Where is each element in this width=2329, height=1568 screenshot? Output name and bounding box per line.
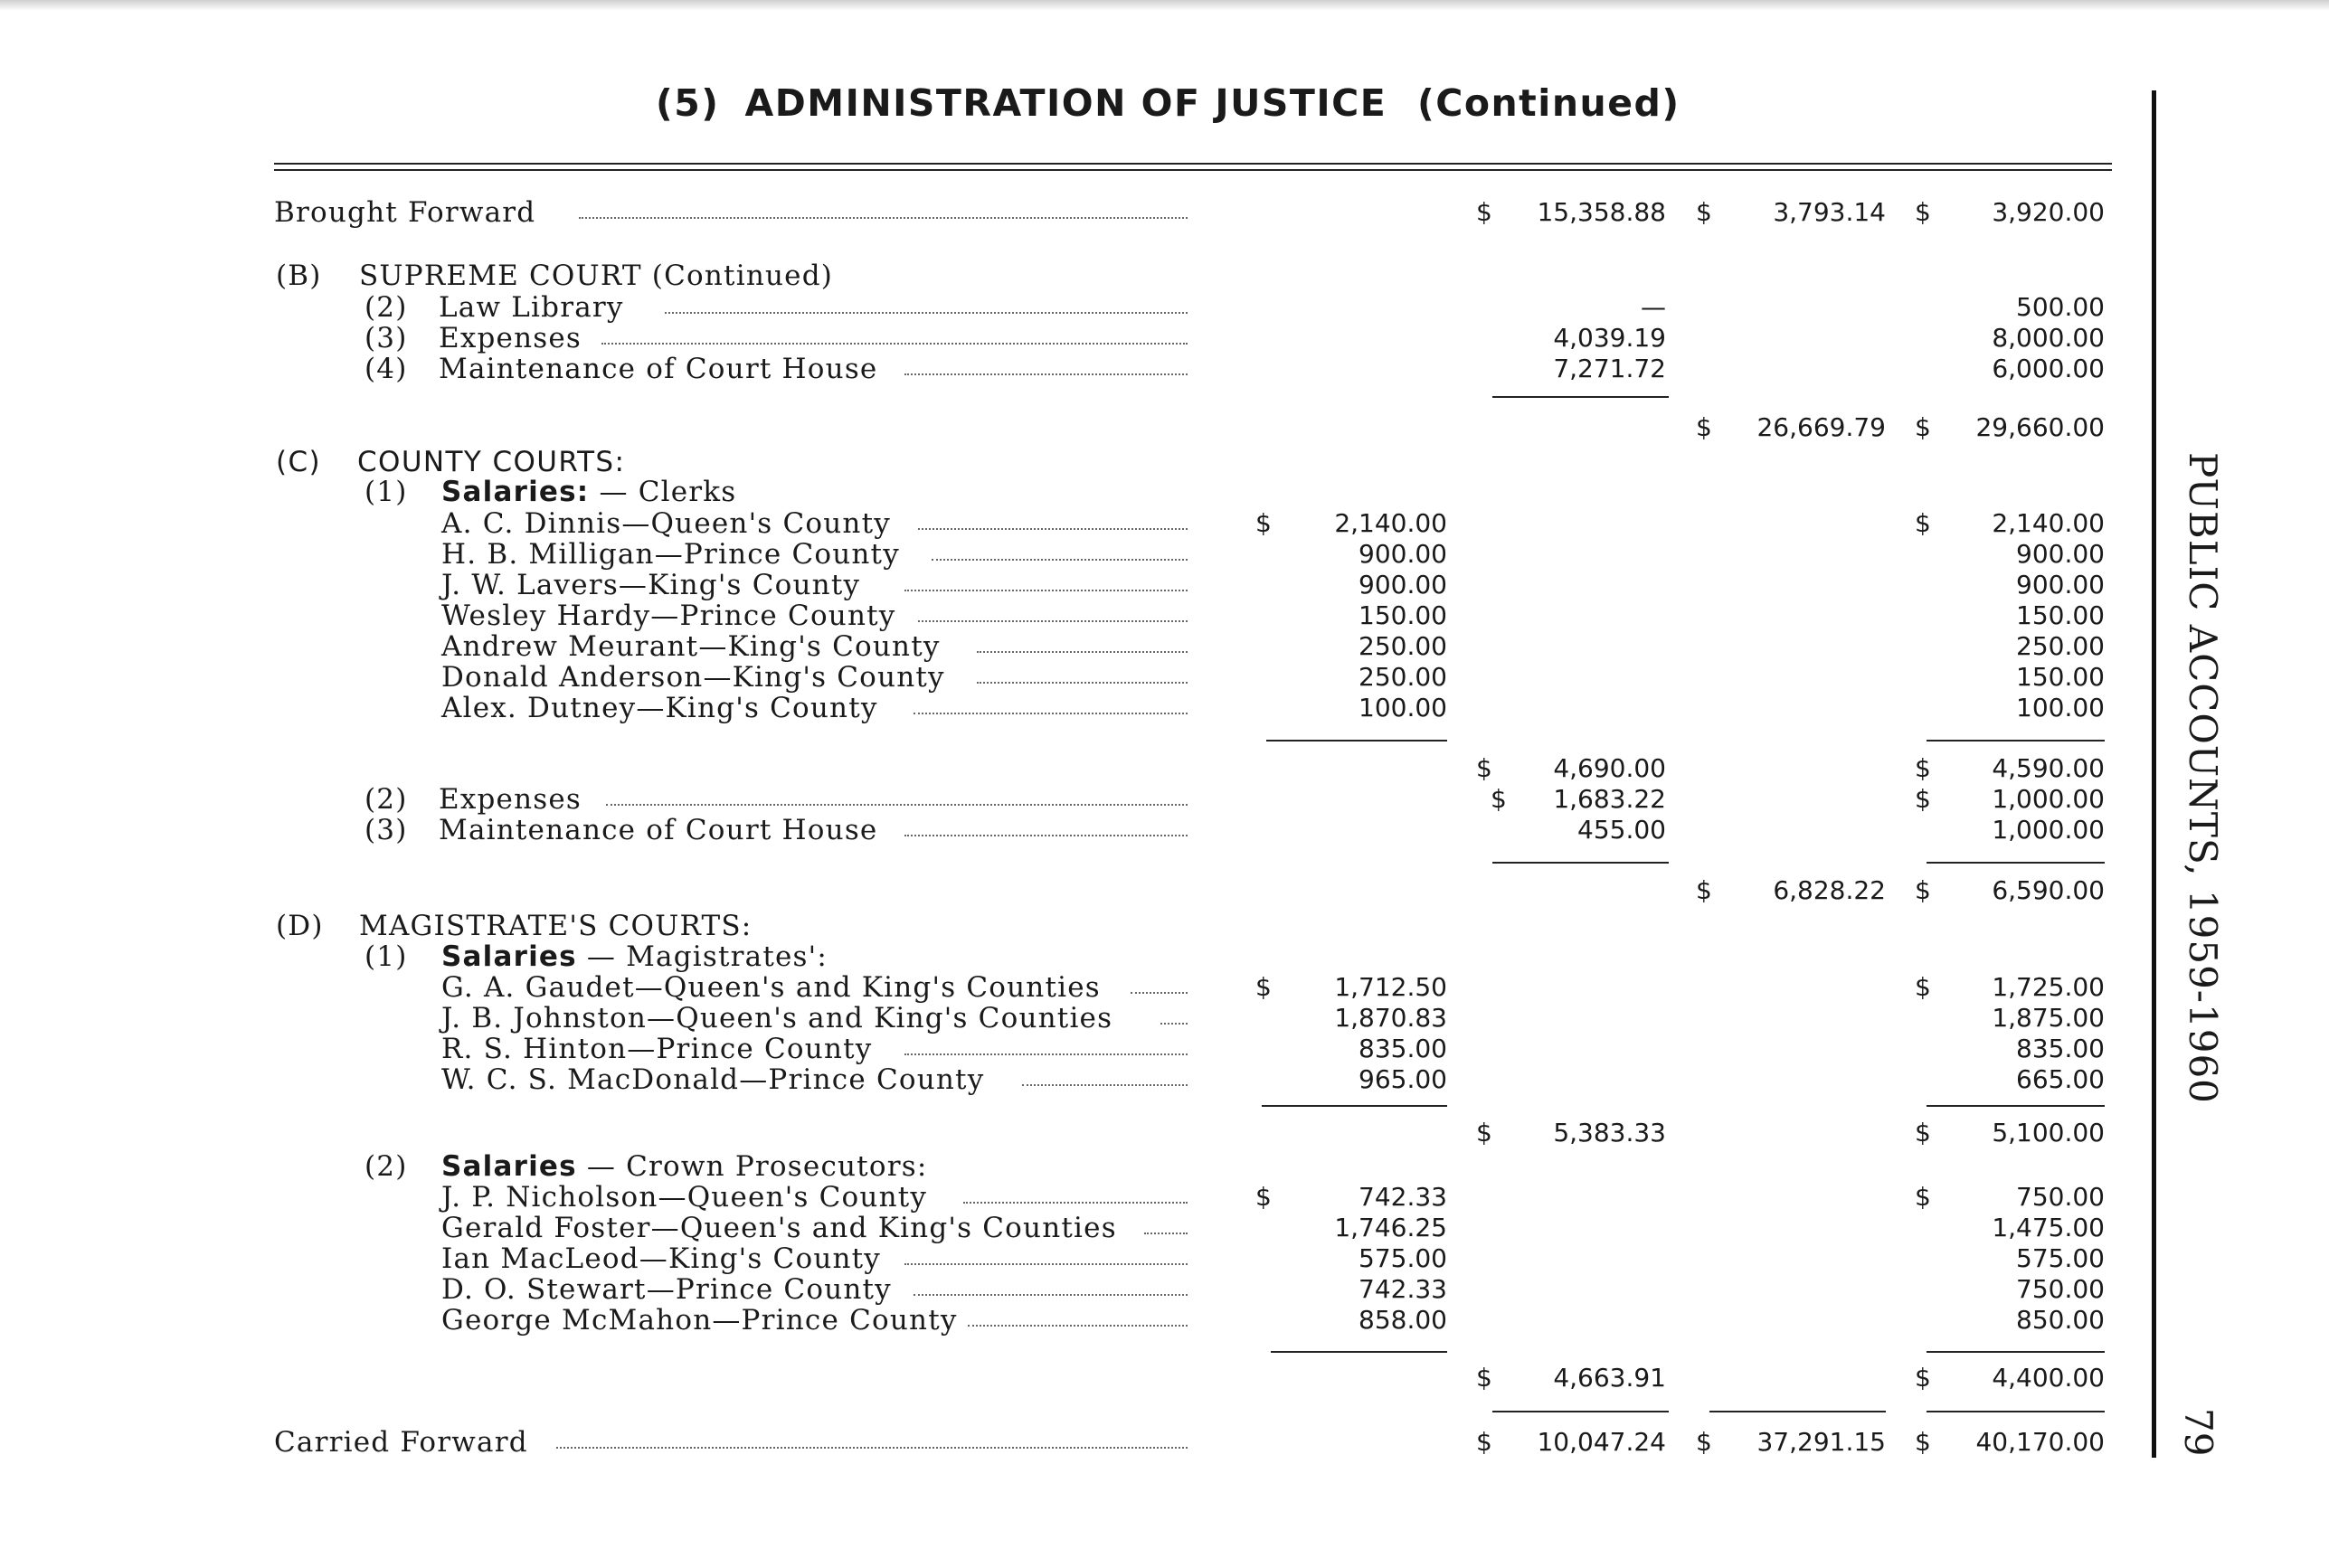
amount: 37,291.15	[1756, 1427, 1886, 1457]
amount: 4,400.00	[1992, 1363, 2105, 1393]
subtotal-rule	[1492, 396, 1669, 398]
prosecutor-row	[0, 1274, 2329, 1305]
magistrate-row	[0, 1003, 2329, 1034]
section-b-heading	[0, 260, 2329, 291]
item-label: Law Library	[439, 291, 624, 324]
person-name: George McMahon—Prince County	[441, 1304, 958, 1337]
leader-dots	[1160, 1023, 1188, 1025]
leader-dots	[904, 835, 1188, 836]
item-label: Maintenance of Court House	[439, 353, 878, 385]
subtotal-rule	[1927, 1351, 2105, 1353]
currency-sign: $	[1915, 753, 1931, 783]
clerk-row	[0, 508, 2329, 539]
amount: 1,000.00	[1992, 784, 2105, 814]
person-name: J. W. Lavers—King's County	[441, 569, 861, 601]
item-number: (2)	[364, 783, 408, 816]
amount: 150.00	[1359, 600, 1447, 630]
leader-dots	[904, 1263, 1188, 1265]
currency-sign: $	[1915, 875, 1931, 905]
currency-sign: $	[1915, 784, 1931, 814]
leader-dots	[579, 217, 1188, 219]
leader-dots	[904, 590, 1188, 591]
amount: 455.00	[1577, 815, 1666, 845]
amount: 1,000.00	[1992, 815, 2105, 845]
currency-sign: $	[1476, 1427, 1492, 1457]
amount: 6,590.00	[1992, 875, 2105, 905]
item-number: (2)	[364, 291, 408, 324]
amount: 15,358.88	[1537, 197, 1666, 227]
d-magistrates-heading	[0, 941, 2329, 972]
item-number: (1)	[364, 476, 408, 508]
person-name: D. O. Stewart—Prince County	[441, 1273, 892, 1306]
amount: 1,725.00	[1992, 972, 2105, 1002]
subtotal-rule	[1927, 1105, 2105, 1107]
amount: 965.00	[1359, 1064, 1447, 1094]
magistrate-row	[0, 1034, 2329, 1064]
label-rest: — Clerks	[599, 476, 737, 508]
currency-sign: $	[1476, 753, 1492, 783]
person-name: W. C. S. MacDonald—Prince County	[441, 1063, 985, 1096]
b-total-row	[0, 412, 2329, 443]
amount: 1,875.00	[1992, 1003, 2105, 1033]
item-number: (3)	[364, 322, 408, 354]
amount: 1,475.00	[1992, 1213, 2105, 1242]
currency-sign: $	[1915, 1363, 1931, 1393]
leader-dots	[963, 1202, 1188, 1204]
amount: 575.00	[2016, 1243, 2105, 1273]
amount: 6,000.00	[1992, 354, 2105, 383]
item-label	[441, 1151, 927, 1182]
amount: 150.00	[2016, 662, 2105, 692]
subtotal-rule	[1262, 1105, 1447, 1107]
currency-sign: $	[1255, 508, 1272, 538]
currency-sign: $	[1255, 1182, 1272, 1212]
amount: 4,663.91	[1553, 1363, 1666, 1393]
item-label: Expenses	[439, 783, 582, 816]
amount: 29,660.00	[1975, 412, 2105, 442]
amount: 1,712.50	[1334, 972, 1447, 1002]
c-total-row	[0, 875, 2329, 906]
amount: 858.00	[1359, 1305, 1447, 1335]
leader-dots	[904, 1053, 1188, 1055]
currency-sign: $	[1491, 784, 1507, 814]
person-name: Gerald Foster—Queen's and King's Counties	[441, 1212, 1117, 1244]
total-rule	[1927, 1411, 2105, 1412]
leader-dots	[1131, 992, 1188, 994]
currency-sign: $	[1915, 1118, 1931, 1148]
leader-dots	[977, 682, 1188, 684]
section-c-heading	[0, 447, 2329, 477]
currency-sign: $	[1696, 197, 1712, 227]
currency-sign: $	[1255, 972, 1272, 1002]
leader-dots	[606, 804, 1188, 806]
amount: 2,140.00	[1992, 508, 2105, 538]
magistrate-row	[0, 1064, 2329, 1095]
amount: 900.00	[2016, 539, 2105, 569]
item-number: (2)	[364, 1150, 408, 1183]
amount: 850.00	[2016, 1305, 2105, 1335]
currency-sign: $	[1915, 972, 1931, 1002]
section-letter: (D)	[276, 910, 324, 942]
amount: 5,100.00	[1992, 1118, 2105, 1148]
amount: 250.00	[2016, 631, 2105, 661]
item-number: (3)	[364, 814, 408, 846]
person-name: J. B. Johnston—Queen's and King's Counties	[441, 1002, 1113, 1034]
item-number: (4)	[364, 353, 408, 385]
amount: 4,590.00	[1992, 753, 2105, 783]
c-salaries-total-row	[0, 753, 2329, 784]
amount: 575.00	[1359, 1243, 1447, 1273]
prosecutor-row	[0, 1213, 2329, 1243]
amount: 100.00	[1359, 693, 1447, 723]
currency-sign: $	[1696, 1427, 1712, 1457]
currency-sign: $	[1915, 197, 1931, 227]
amount: 900.00	[2016, 570, 2105, 600]
leader-dots	[918, 620, 1188, 622]
b-item-row	[0, 323, 2329, 354]
label-rest: — Crown Prosecutors:	[586, 1150, 928, 1183]
person-name: Ian MacLeod—King's County	[441, 1242, 882, 1275]
amount: 835.00	[1359, 1034, 1447, 1063]
amount: 6,828.22	[1773, 875, 1886, 905]
amount: 4,690.00	[1553, 753, 1666, 783]
section-title: SUPREME COURT (Continued)	[359, 260, 834, 292]
b-item-row	[0, 354, 2329, 384]
page-number: 79	[2176, 1408, 2220, 1457]
amount: —	[1641, 292, 1666, 322]
subtotal-rule	[1271, 1351, 1447, 1353]
amount: 1,746.25	[1334, 1213, 1447, 1242]
magistrate-row	[0, 972, 2329, 1003]
header-rule-top	[274, 163, 2112, 165]
section-title: ADMINISTRATION OF JUSTICE	[744, 81, 1387, 125]
page-title	[656, 81, 1680, 125]
c-maintenance-row	[0, 815, 2329, 845]
person-name: Wesley Hardy—Prince County	[441, 600, 896, 632]
amount: 4,039.19	[1553, 323, 1666, 353]
item-number: (1)	[364, 940, 408, 973]
d-prosecutors-heading	[0, 1151, 2329, 1182]
currency-sign: $	[1915, 1427, 1931, 1457]
clerk-row	[0, 539, 2329, 570]
person-name: J. P. Nicholson—Queen's County	[441, 1181, 928, 1214]
subtotal-rule	[1927, 862, 2105, 864]
currency-sign: $	[1476, 1118, 1492, 1148]
amount: 1,870.83	[1334, 1003, 1447, 1033]
brought-forward-row	[0, 197, 2329, 228]
currency-sign: $	[1696, 875, 1712, 905]
currency-sign: $	[1476, 197, 1492, 227]
amount: 3,920.00	[1992, 197, 2105, 227]
item-label: Maintenance of Court House	[439, 814, 878, 846]
section-title: COUNTY COURTS:	[357, 446, 626, 478]
leader-dots	[601, 343, 1188, 345]
amount: 2,140.00	[1334, 508, 1447, 538]
amount: 3,793.14	[1773, 197, 1886, 227]
clerk-row	[0, 570, 2329, 600]
amount: 750.00	[2016, 1182, 2105, 1212]
leader-dots	[904, 373, 1188, 375]
header-rule-bottom	[274, 169, 2112, 171]
clerk-row	[0, 693, 2329, 723]
side-running-title: PUBLIC ACCOUNTS, 1959-1960	[2181, 452, 2225, 1104]
section-letter: (C)	[276, 446, 322, 478]
amount: 665.00	[2016, 1064, 2105, 1094]
leader-dots	[932, 559, 1188, 561]
scan-edge-shadow	[0, 0, 2329, 11]
amount: 900.00	[1359, 539, 1447, 569]
d-magistrates-total-row	[0, 1118, 2329, 1148]
carried-forward-row	[0, 1427, 2329, 1458]
leader-dots	[1022, 1084, 1188, 1086]
c-expenses-row	[0, 784, 2329, 815]
person-name: G. A. Gaudet—Queen's and King's Counties	[441, 971, 1101, 1004]
bold-label: Salaries:	[441, 476, 590, 508]
person-name: Donald Anderson—King's County	[441, 661, 945, 694]
section-letter: (B)	[276, 260, 322, 292]
item-label	[441, 941, 828, 972]
currency-sign: $	[1915, 508, 1931, 538]
person-name: H. B. Milligan—Prince County	[441, 538, 900, 571]
person-name: Andrew Meurant—King's County	[441, 630, 941, 663]
total-rule	[1709, 1411, 1886, 1412]
amount: 7,271.72	[1553, 354, 1666, 383]
person-name: A. C. Dinnis—Queen's County	[441, 507, 891, 540]
item-label: Expenses	[439, 322, 582, 354]
prosecutor-row	[0, 1243, 2329, 1274]
leader-dots	[914, 713, 1188, 714]
clerk-row	[0, 662, 2329, 693]
label-rest: — Magistrates':	[586, 940, 828, 973]
currency-sign: $	[1476, 1363, 1492, 1393]
person-name: R. S. Hinton—Prince County	[441, 1033, 873, 1065]
amount: 150.00	[2016, 600, 2105, 630]
prosecutor-row	[0, 1305, 2329, 1336]
amount: 5,383.33	[1553, 1118, 1666, 1148]
clerk-row	[0, 631, 2329, 662]
carried-forward-label: Carried Forward	[274, 1426, 528, 1459]
brought-forward-label: Brought Forward	[274, 196, 536, 229]
subtotal-rule	[1266, 740, 1447, 741]
leader-dots	[918, 528, 1188, 530]
amount: 40,170.00	[1975, 1427, 2105, 1457]
leader-dots	[977, 651, 1188, 653]
amount: 750.00	[2016, 1274, 2105, 1304]
amount: 835.00	[2016, 1034, 2105, 1063]
currency-sign: $	[1915, 1182, 1931, 1212]
amount: 1,683.22	[1553, 784, 1666, 814]
d-prosecutors-total-row	[0, 1363, 2329, 1393]
bold-label: Salaries	[441, 1150, 577, 1183]
clerk-row	[0, 600, 2329, 631]
subtotal-rule	[1492, 862, 1669, 864]
continued-label: (Continued)	[1417, 81, 1680, 125]
amount: 8,000.00	[1992, 323, 2105, 353]
amount: 900.00	[1359, 570, 1447, 600]
amount: 500.00	[2016, 292, 2105, 322]
person-name: Alex. Dutney—King's County	[441, 692, 878, 724]
leader-dots	[914, 1294, 1188, 1296]
currency-sign: $	[1915, 412, 1931, 442]
amount: 10,047.24	[1537, 1427, 1666, 1457]
section-number: (5)	[656, 81, 720, 125]
leader-dots	[556, 1447, 1188, 1449]
c-salaries-heading	[0, 477, 2329, 507]
leader-dots	[1144, 1233, 1188, 1234]
currency-sign: $	[1696, 412, 1712, 442]
bold-label: Salaries	[441, 940, 577, 973]
amount: 250.00	[1359, 662, 1447, 692]
section-title: MAGISTRATE'S COURTS:	[359, 910, 753, 942]
section-d-heading	[0, 911, 2329, 941]
b-item-row	[0, 292, 2329, 323]
amount: 742.33	[1359, 1274, 1447, 1304]
subtotal-rule	[1927, 740, 2105, 741]
item-label	[441, 477, 736, 507]
prosecutor-row	[0, 1182, 2329, 1213]
amount: 250.00	[1359, 631, 1447, 661]
total-rule	[1492, 1411, 1669, 1412]
amount: 742.33	[1359, 1182, 1447, 1212]
leader-dots	[968, 1325, 1188, 1327]
amount: 100.00	[2016, 693, 2105, 723]
amount: 26,669.79	[1756, 412, 1886, 442]
leader-dots	[665, 312, 1188, 314]
